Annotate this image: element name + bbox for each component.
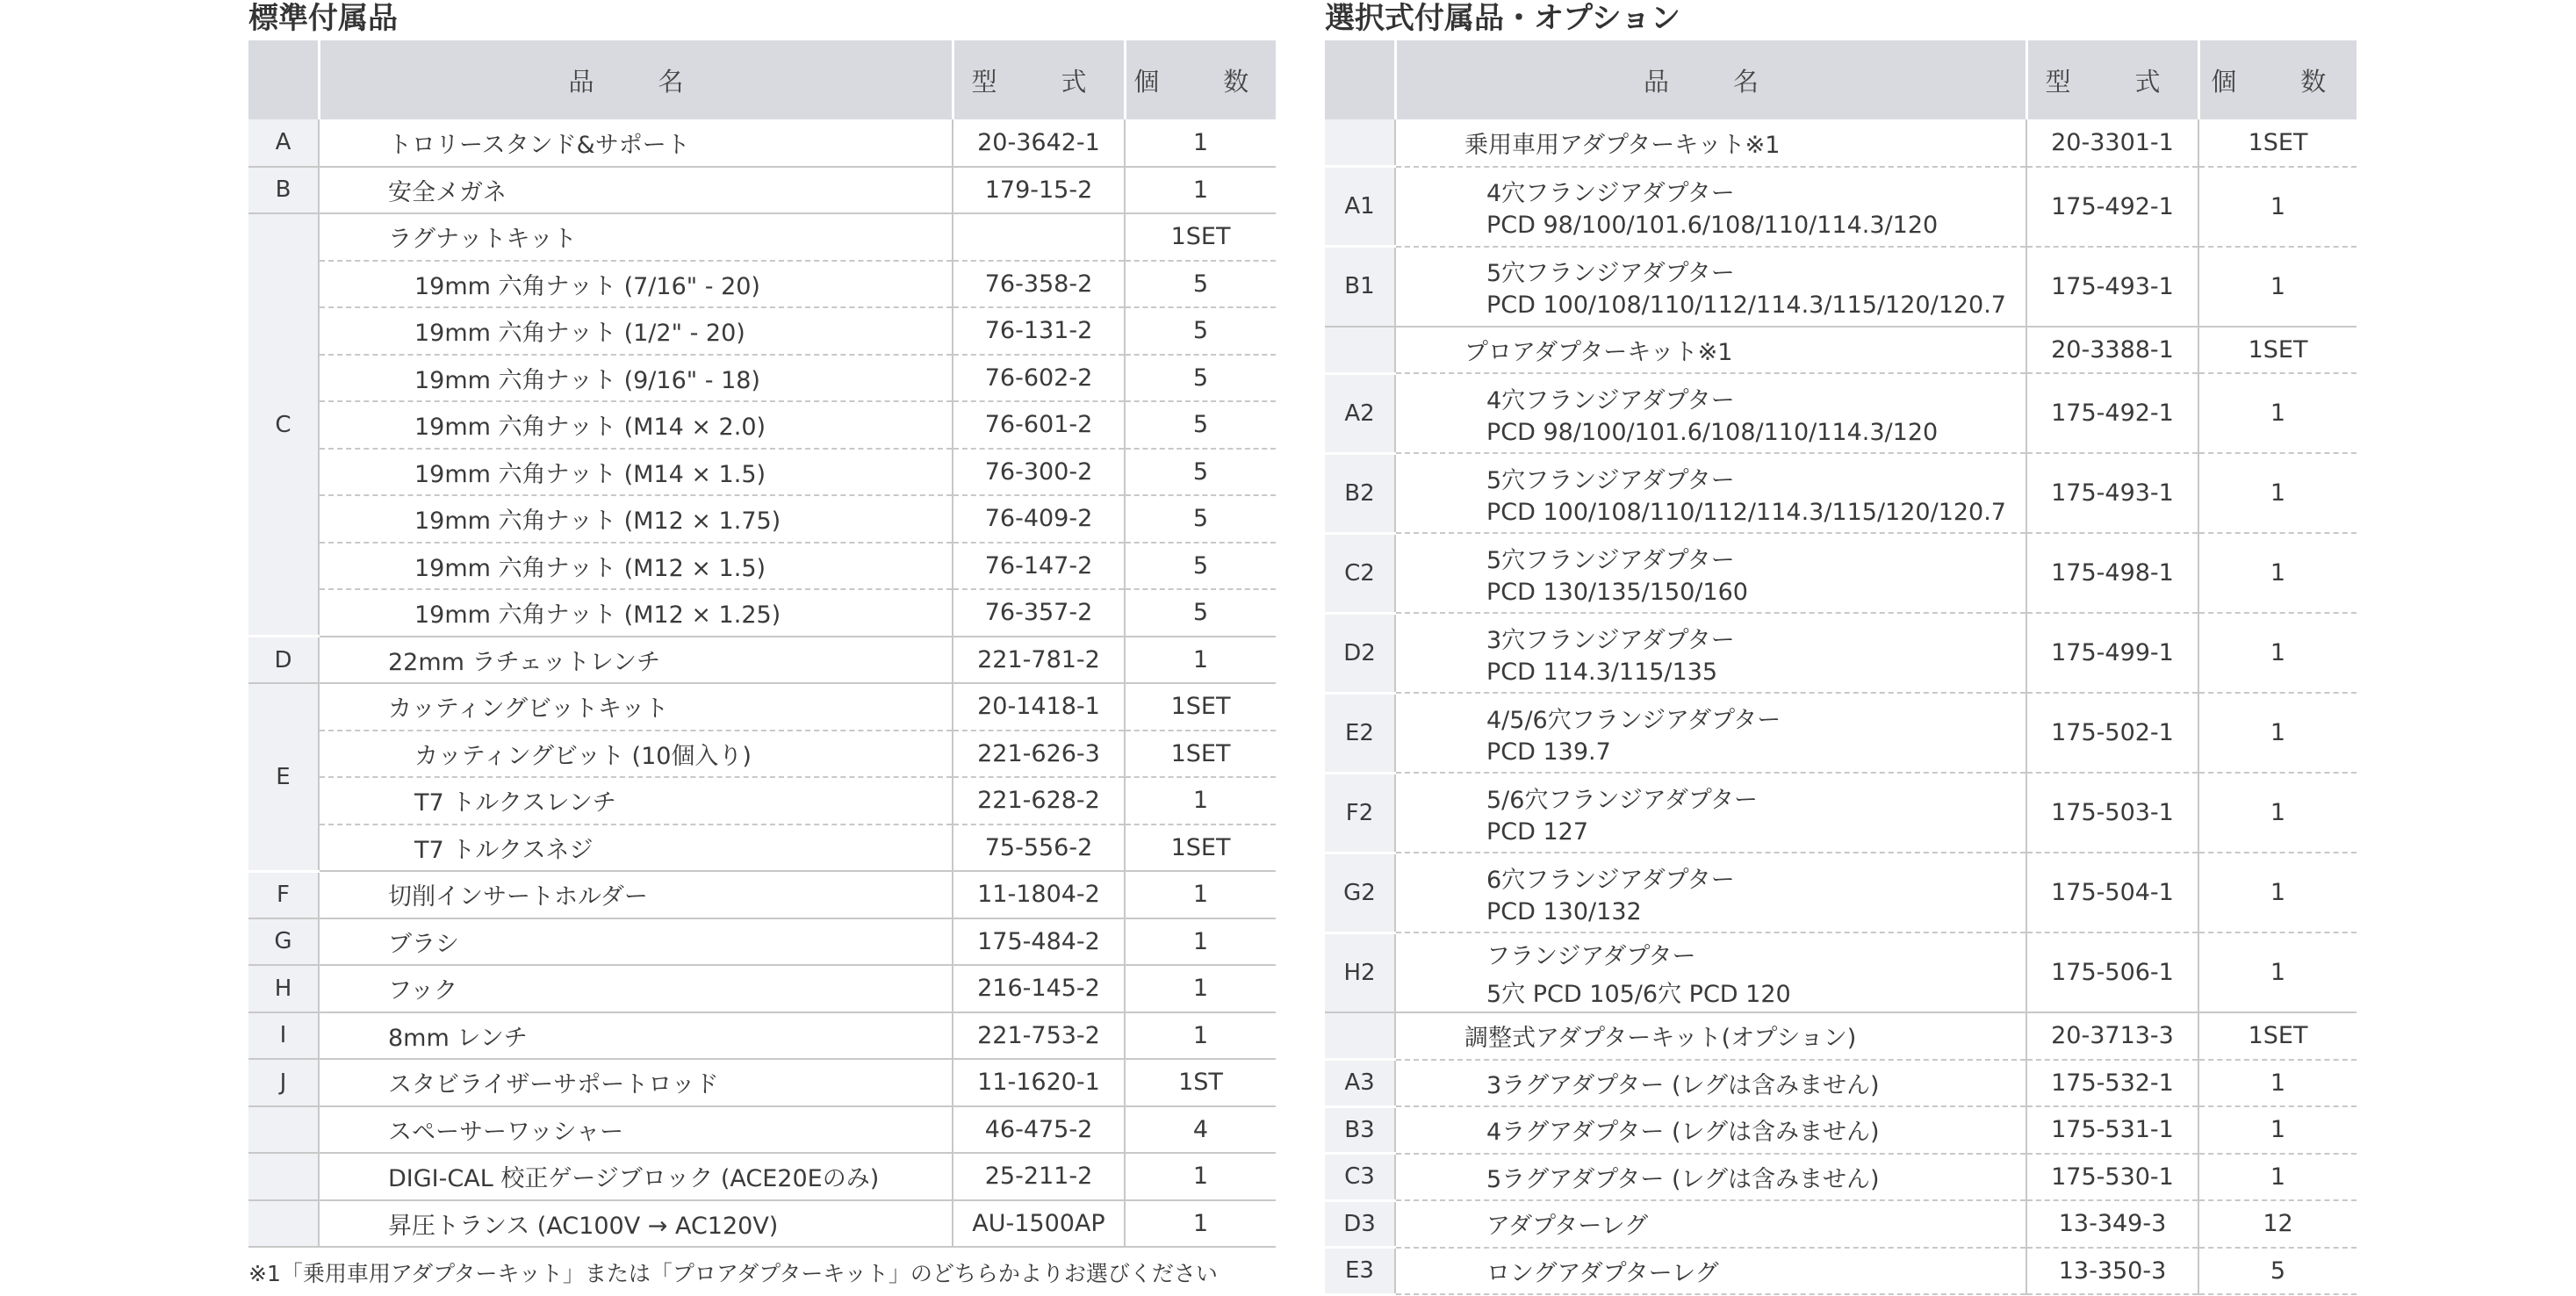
item-name bbox=[1395, 773, 2026, 853]
item-name-line1: 6穴フランジアダプター bbox=[1486, 866, 1735, 894]
table-row bbox=[248, 1153, 1276, 1200]
item-name-line1: 4穴フランジアダプター bbox=[1486, 180, 1735, 207]
item-qty: 1 bbox=[2198, 247, 2357, 327]
item-name: T7 トルクスレンチ bbox=[319, 777, 953, 824]
header-qty: 個 数 bbox=[1125, 40, 1276, 119]
item-qty: 5 bbox=[1125, 355, 1276, 402]
item-qty: 1SET bbox=[1125, 731, 1276, 778]
item-model: 46-475-2 bbox=[953, 1106, 1125, 1154]
table-row bbox=[1325, 1248, 2357, 1295]
row-letter: B2 bbox=[1325, 453, 1395, 533]
table-row bbox=[248, 777, 1276, 824]
table-row bbox=[1325, 773, 2357, 853]
item-name: 19mm 六角ナット (M14 × 2.0) bbox=[319, 401, 953, 449]
item-model: 20-3301-1 bbox=[2026, 119, 2198, 167]
item-name: ブラシ bbox=[319, 918, 953, 966]
item-qty: 1 bbox=[1125, 965, 1276, 1012]
item-name: 8mm レンチ bbox=[319, 1012, 953, 1060]
item-model: 20-1418-1 bbox=[953, 683, 1125, 731]
item-pcd-line: 5穴 PCD 105/6穴 PCD 120 bbox=[1486, 980, 1791, 1008]
item-name: スタビライザーサポートロッド bbox=[319, 1059, 953, 1106]
item-qty: 1 bbox=[1125, 777, 1276, 824]
item-name-line1: 4穴フランジアダプター bbox=[1486, 386, 1735, 414]
item-pcd-line: PCD 139.7 bbox=[1486, 738, 1611, 766]
item-name bbox=[1395, 247, 2026, 327]
item-model: 175-484-2 bbox=[953, 918, 1125, 966]
item-name bbox=[1395, 1060, 2026, 1107]
item-name-line1: 乗用車用アダプターキット※1 bbox=[1464, 131, 1781, 159]
item-qty: 5 bbox=[1125, 589, 1276, 637]
item-pcd-line: PCD 100/108/110/112/114.3/115/120/120.7 bbox=[1486, 292, 2006, 319]
row-letter: E3 bbox=[1325, 1248, 1395, 1295]
item-pcd-line: PCD 114.3/115/135 bbox=[1486, 658, 1718, 686]
item-name: カッティングビット (10個入り) bbox=[319, 731, 953, 778]
row-letter: G2 bbox=[1325, 853, 1395, 932]
table-header-row bbox=[1325, 40, 2357, 119]
item-model: 11-1804-2 bbox=[953, 871, 1125, 918]
table-row bbox=[1325, 247, 2357, 327]
table-row bbox=[1325, 327, 2357, 374]
row-letter bbox=[248, 1200, 319, 1248]
optional-accessories-table bbox=[1325, 40, 2357, 1296]
item-qty: 5 bbox=[1125, 449, 1276, 496]
item-name bbox=[1395, 1248, 2026, 1295]
item-qty: 1SET bbox=[1125, 824, 1276, 872]
item-pcd-line: PCD 130/135/150/160 bbox=[1486, 578, 1748, 606]
item-pcd-line: PCD 98/100/101.6/108/110/114.3/120 bbox=[1486, 212, 1939, 239]
table-row bbox=[1325, 1060, 2357, 1107]
item-name: フック bbox=[319, 965, 953, 1012]
item-name-line1: 3ラグアダプター (レグは含みません) bbox=[1486, 1071, 1880, 1099]
item-model: 76-300-2 bbox=[953, 449, 1125, 496]
item-name: カッティングビットキット bbox=[319, 683, 953, 731]
item-pcd-line: PCD 98/100/101.6/108/110/114.3/120 bbox=[1486, 418, 1939, 446]
table-row bbox=[248, 119, 1276, 167]
section-title-standard: 標準付属品 bbox=[248, 1, 398, 36]
row-letter: A bbox=[248, 119, 319, 167]
item-name: 昇圧トランス (AC100V → AC120V) bbox=[319, 1200, 953, 1248]
item-name: T7 トルクスネジ bbox=[319, 824, 953, 872]
item-name bbox=[1395, 373, 2026, 453]
table-row bbox=[248, 355, 1276, 402]
item-qty: 1SET bbox=[1125, 683, 1276, 731]
item-name-line1: フランジアダプター bbox=[1486, 942, 1696, 970]
item-qty: 5 bbox=[1125, 495, 1276, 543]
item-name: スペーサーワッシャー bbox=[319, 1106, 953, 1154]
item-qty: 1 bbox=[2198, 533, 2357, 613]
item-name-line1: 調整式アダプターキット(オプション) bbox=[1464, 1025, 1857, 1053]
item-model: 216-145-2 bbox=[953, 965, 1125, 1012]
item-qty: 1SET bbox=[2198, 327, 2357, 374]
item-model: 11-1620-1 bbox=[953, 1059, 1125, 1106]
item-name bbox=[1395, 167, 2026, 247]
item-qty: 1 bbox=[1125, 167, 1276, 214]
row-letter: A3 bbox=[1325, 1060, 1395, 1107]
item-name-line1: アダプターレグ bbox=[1486, 1213, 1649, 1241]
item-pcd-line: PCD 100/108/110/112/114.3/115/120/120.7 bbox=[1486, 498, 2006, 526]
standard-accessories-table bbox=[248, 40, 1276, 1248]
header-qty: 個 数 bbox=[2198, 40, 2357, 119]
table-row bbox=[248, 1106, 1276, 1154]
header-name: 品 名 bbox=[1395, 40, 2026, 119]
item-model: 20-3642-1 bbox=[953, 119, 1125, 167]
item-name bbox=[1395, 327, 2026, 374]
item-qty: 1 bbox=[2198, 373, 2357, 453]
item-name bbox=[1395, 1154, 2026, 1201]
table-row bbox=[1325, 693, 2357, 773]
item-name: ラグナットキット bbox=[319, 213, 953, 261]
row-letter: H bbox=[248, 965, 319, 1012]
item-name: 19mm 六角ナット (9/16" - 18) bbox=[319, 355, 953, 402]
item-name: 19mm 六角ナット (M12 × 1.75) bbox=[319, 495, 953, 543]
item-model: 221-753-2 bbox=[953, 1012, 1125, 1060]
row-letter: A2 bbox=[1325, 373, 1395, 453]
table-row bbox=[248, 918, 1276, 966]
item-name-line1: ロングアダプターレグ bbox=[1486, 1259, 1719, 1287]
item-qty: 1 bbox=[1125, 1012, 1276, 1060]
table-row bbox=[1325, 533, 2357, 613]
footnote: ※1「乗用車用アダプターキット」または「プロアダプターキット」のどちらかよりお選びください bbox=[248, 1261, 1218, 1286]
item-qty: 1SET bbox=[2198, 119, 2357, 167]
table-row bbox=[248, 543, 1276, 590]
table-row bbox=[1325, 119, 2357, 167]
item-model: 20-3388-1 bbox=[2026, 327, 2198, 374]
item-qty: 1SET bbox=[2198, 1012, 2357, 1060]
row-letter bbox=[248, 1106, 319, 1154]
table-row bbox=[248, 731, 1276, 778]
item-qty: 5 bbox=[2198, 1248, 2357, 1295]
item-model: 179-15-2 bbox=[953, 167, 1125, 214]
item-name: 22mm ラチェットレンチ bbox=[319, 637, 953, 684]
table-row bbox=[1325, 853, 2357, 932]
header-letter bbox=[1325, 40, 1395, 119]
optional-table-body bbox=[1325, 119, 2357, 1294]
table-row bbox=[1325, 613, 2357, 693]
item-model: 175-498-1 bbox=[2026, 533, 2198, 613]
item-model: 175-502-1 bbox=[2026, 693, 2198, 773]
item-qty: 1 bbox=[2198, 853, 2357, 932]
table-row bbox=[1325, 1200, 2357, 1248]
standard-accessories-panel bbox=[248, 0, 1276, 1288]
row-letter: D2 bbox=[1325, 613, 1395, 693]
row-letter bbox=[1325, 327, 1395, 374]
row-letter: F bbox=[248, 871, 319, 918]
item-model: 76-131-2 bbox=[953, 307, 1125, 355]
table-row bbox=[248, 637, 1276, 684]
table-row bbox=[248, 167, 1276, 214]
item-name: 19mm 六角ナット (M12 × 1.25) bbox=[319, 589, 953, 637]
item-qty: 1 bbox=[2198, 932, 2357, 1012]
item-qty: 1 bbox=[2198, 167, 2357, 247]
item-model bbox=[953, 213, 1125, 261]
item-model: 20-3713-3 bbox=[2026, 1012, 2198, 1060]
item-model: 75-556-2 bbox=[953, 824, 1125, 872]
item-qty: 1 bbox=[1125, 918, 1276, 966]
table-row bbox=[1325, 373, 2357, 453]
item-model: 175-530-1 bbox=[2026, 1154, 2198, 1201]
item-qty: 1 bbox=[2198, 1154, 2357, 1201]
item-model: 175-504-1 bbox=[2026, 853, 2198, 932]
table-row bbox=[248, 495, 1276, 543]
table-row bbox=[1325, 1106, 2357, 1154]
item-qty: 5 bbox=[1125, 401, 1276, 449]
item-model: 76-357-2 bbox=[953, 589, 1125, 637]
item-name-line1: 5穴フランジアダプター bbox=[1486, 546, 1735, 574]
item-name bbox=[1395, 533, 2026, 613]
table-row bbox=[248, 401, 1276, 449]
item-name-line1: 3穴フランジアダプター bbox=[1486, 626, 1735, 654]
item-qty: 1SET bbox=[1125, 213, 1276, 261]
header-model: 型 式 bbox=[953, 40, 1125, 119]
item-name-line1: 5ラグアダプター (レグは含みません) bbox=[1486, 1165, 1880, 1193]
item-model: 221-781-2 bbox=[953, 637, 1125, 684]
table-row bbox=[248, 824, 1276, 872]
item-model: 175-492-1 bbox=[2026, 373, 2198, 453]
item-model: 13-350-3 bbox=[2026, 1248, 2198, 1295]
item-name: DIGI-CAL 校正ゲージブロック (ACE20Eのみ) bbox=[319, 1153, 953, 1200]
item-name bbox=[1395, 453, 2026, 533]
item-qty: 12 bbox=[2198, 1200, 2357, 1248]
item-qty: 1 bbox=[2198, 613, 2357, 693]
item-qty: 5 bbox=[1125, 543, 1276, 590]
row-letter: F2 bbox=[1325, 773, 1395, 853]
row-letter: H2 bbox=[1325, 932, 1395, 1012]
table-row bbox=[1325, 167, 2357, 247]
item-model: 76-602-2 bbox=[953, 355, 1125, 402]
item-name: 19mm 六角ナット (M12 × 1.5) bbox=[319, 543, 953, 590]
item-model: 175-532-1 bbox=[2026, 1060, 2198, 1107]
item-name-line1: 5/6穴フランジアダプター bbox=[1486, 786, 1758, 814]
item-name-line1: プロアダプターキット※1 bbox=[1464, 338, 1733, 366]
item-model: 175-499-1 bbox=[2026, 613, 2198, 693]
row-letter bbox=[1325, 119, 1395, 167]
header-model: 型 式 bbox=[2026, 40, 2198, 119]
row-letter: J bbox=[248, 1059, 319, 1106]
item-name-line1: 4/5/6穴フランジアダプター bbox=[1486, 706, 1781, 734]
item-qty: 1 bbox=[1125, 1200, 1276, 1248]
table-row bbox=[248, 1200, 1276, 1248]
table-row bbox=[248, 965, 1276, 1012]
item-qty: 1 bbox=[1125, 1153, 1276, 1200]
item-name bbox=[1395, 853, 2026, 932]
item-qty: 1 bbox=[2198, 1060, 2357, 1107]
table-row bbox=[1325, 1154, 2357, 1201]
optional-accessories-panel bbox=[1325, 0, 2357, 1296]
item-model: 175-493-1 bbox=[2026, 247, 2198, 327]
item-name: 安全メガネ bbox=[319, 167, 953, 214]
table-row bbox=[248, 449, 1276, 496]
table-row bbox=[1325, 932, 2357, 1012]
item-name bbox=[1395, 613, 2026, 693]
item-name bbox=[1395, 1200, 2026, 1248]
item-model: 13-349-3 bbox=[2026, 1200, 2198, 1248]
table-row bbox=[248, 261, 1276, 308]
header-name: 品 名 bbox=[319, 40, 953, 119]
item-name: トロリースタンド&サポート bbox=[319, 119, 953, 167]
item-model: 221-628-2 bbox=[953, 777, 1125, 824]
item-model: 175-493-1 bbox=[2026, 453, 2198, 533]
table-row bbox=[248, 1012, 1276, 1060]
item-name bbox=[1395, 932, 2026, 1012]
row-letter bbox=[1325, 1012, 1395, 1060]
item-model: AU-1500AP bbox=[953, 1200, 1125, 1248]
row-letter: B bbox=[248, 167, 319, 214]
table-row bbox=[1325, 453, 2357, 533]
item-qty: 1ST bbox=[1125, 1059, 1276, 1106]
item-pcd-line: PCD 130/132 bbox=[1486, 897, 1642, 925]
item-model: 175-531-1 bbox=[2026, 1106, 2198, 1154]
table-row bbox=[248, 589, 1276, 637]
item-qty: 1 bbox=[2198, 773, 2357, 853]
section-title-optional: 選択式付属品・オプション bbox=[1325, 1, 1680, 36]
row-letter: C2 bbox=[1325, 533, 1395, 613]
row-letter bbox=[248, 1153, 319, 1200]
item-name-line1: 5穴フランジアダプター bbox=[1486, 260, 1735, 287]
table-row bbox=[248, 683, 1276, 731]
item-name bbox=[1395, 693, 2026, 773]
item-name bbox=[1395, 1012, 2026, 1060]
item-name-line1: 4ラグアダプター (レグは含みません) bbox=[1486, 1119, 1880, 1147]
row-letter: C bbox=[248, 213, 319, 637]
item-name: 19mm 六角ナット (1/2" - 20) bbox=[319, 307, 953, 355]
item-name-line1: 5穴フランジアダプター bbox=[1486, 466, 1735, 494]
item-qty: 5 bbox=[1125, 307, 1276, 355]
item-qty: 5 bbox=[1125, 261, 1276, 308]
row-letter: E bbox=[248, 683, 319, 871]
standard-table-body bbox=[248, 119, 1276, 1247]
item-name bbox=[1395, 119, 2026, 167]
item-qty: 1 bbox=[2198, 693, 2357, 773]
table-header-row bbox=[248, 40, 1276, 119]
item-model: 221-626-3 bbox=[953, 731, 1125, 778]
row-letter: I bbox=[248, 1012, 319, 1060]
item-name bbox=[1395, 1106, 2026, 1154]
table-row bbox=[248, 213, 1276, 261]
item-name: 19mm 六角ナット (M14 × 1.5) bbox=[319, 449, 953, 496]
item-pcd-line: PCD 127 bbox=[1486, 817, 1589, 846]
item-qty: 4 bbox=[1125, 1106, 1276, 1154]
item-model: 76-147-2 bbox=[953, 543, 1125, 590]
item-qty: 1 bbox=[1125, 871, 1276, 918]
row-letter: B3 bbox=[1325, 1106, 1395, 1154]
item-qty: 1 bbox=[1125, 637, 1276, 684]
row-letter: B1 bbox=[1325, 247, 1395, 327]
header-letter bbox=[248, 40, 319, 119]
item-model: 175-503-1 bbox=[2026, 773, 2198, 853]
table-row bbox=[248, 871, 1276, 918]
row-letter: A1 bbox=[1325, 167, 1395, 247]
table-row bbox=[1325, 1012, 2357, 1060]
item-model: 175-506-1 bbox=[2026, 932, 2198, 1012]
item-model: 25-211-2 bbox=[953, 1153, 1125, 1200]
row-letter: C3 bbox=[1325, 1154, 1395, 1201]
item-name: 19mm 六角ナット (7/16" - 20) bbox=[319, 261, 953, 308]
item-model: 76-601-2 bbox=[953, 401, 1125, 449]
table-row bbox=[248, 307, 1276, 355]
item-qty: 1 bbox=[2198, 453, 2357, 533]
row-letter: D bbox=[248, 637, 319, 684]
row-letter: D3 bbox=[1325, 1200, 1395, 1248]
item-model: 76-409-2 bbox=[953, 495, 1125, 543]
table-row bbox=[248, 1059, 1276, 1106]
item-qty: 1 bbox=[1125, 119, 1276, 167]
item-qty: 1 bbox=[2198, 1106, 2357, 1154]
item-model: 175-492-1 bbox=[2026, 167, 2198, 247]
item-model: 76-358-2 bbox=[953, 261, 1125, 308]
row-letter: E2 bbox=[1325, 693, 1395, 773]
row-letter: G bbox=[248, 918, 319, 966]
item-name: 切削インサートホルダー bbox=[319, 871, 953, 918]
